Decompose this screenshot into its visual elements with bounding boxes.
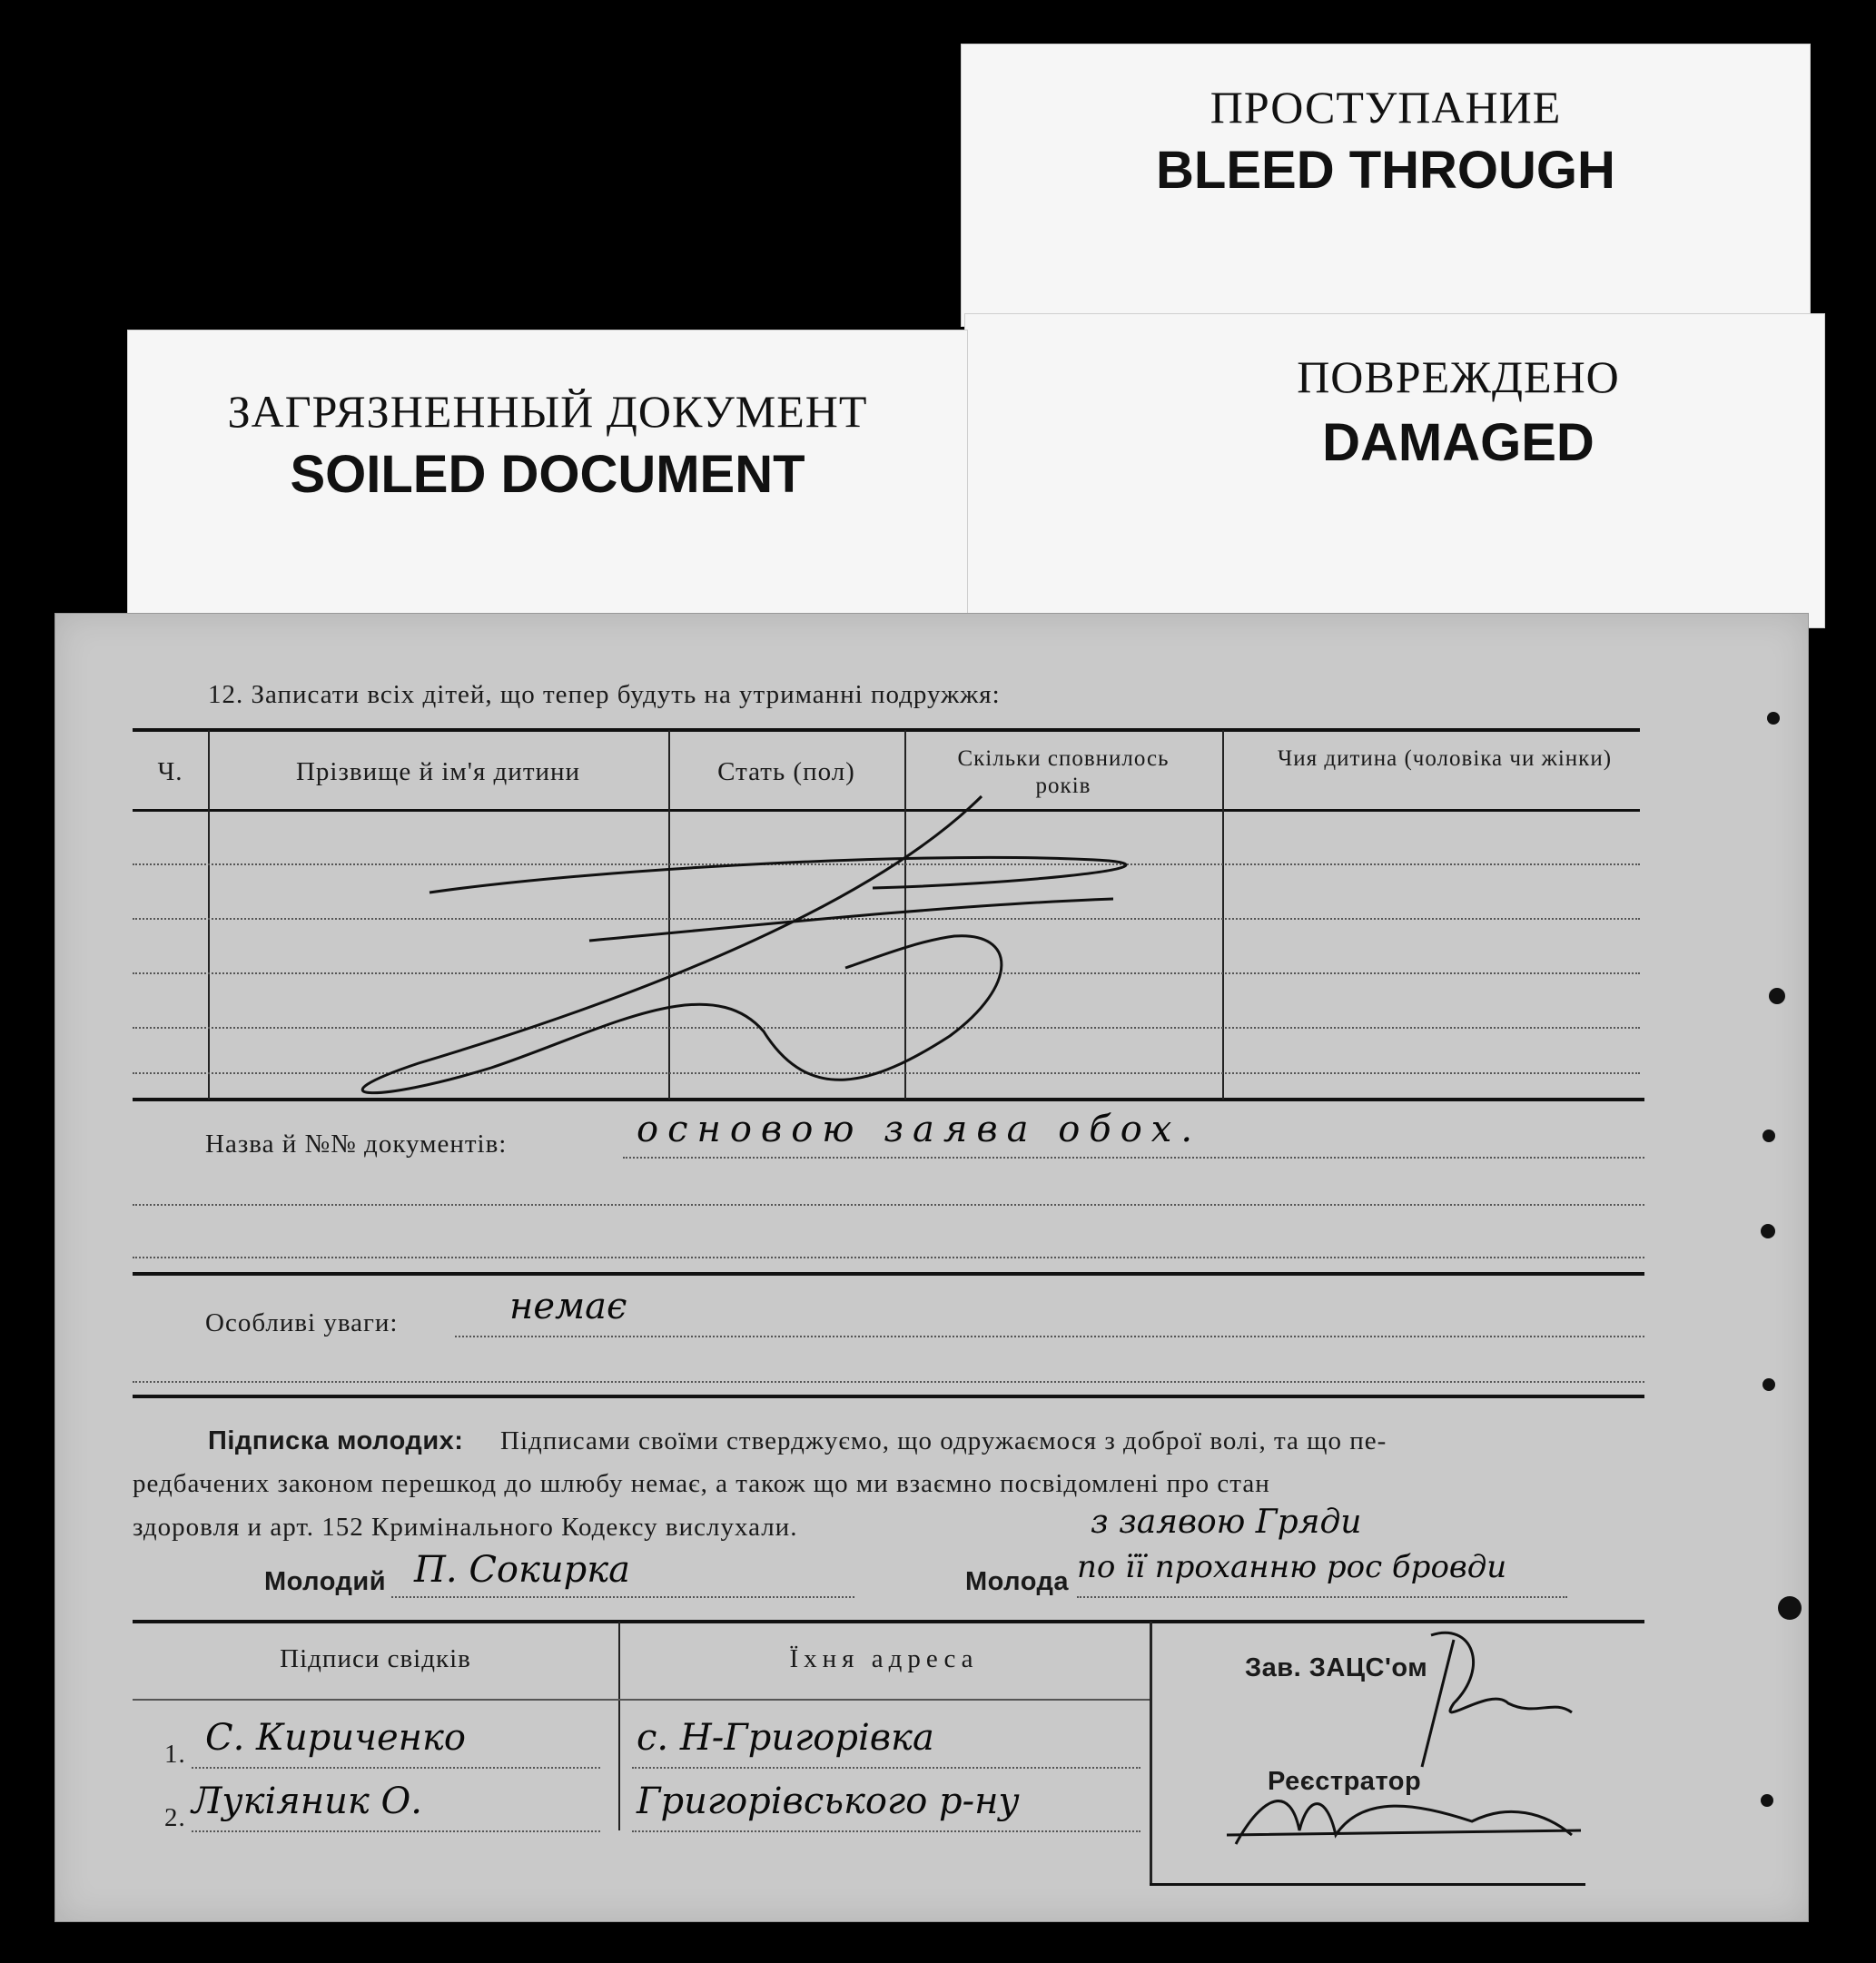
documents-handwritten: основою заява обох. — [637, 1109, 1202, 1150]
address-line-2: Григорівського р-ну — [637, 1781, 1020, 1822]
punch-hole — [1769, 988, 1785, 1004]
declaration-line-1: Підписами своїми стверджуємо, що одружаємося з доброї волі, та що пе- — [500, 1426, 1387, 1455]
address-line-1: с. Н-Григорівка — [637, 1717, 934, 1759]
bride-note-line-2: по її проханню рос бровди — [1077, 1549, 1507, 1585]
declaration-bold-label: Підписка молодих: — [208, 1426, 464, 1455]
witness-1-signature: С. Кириченко — [205, 1717, 466, 1759]
documents-label: Назва й №№ документів: — [205, 1129, 508, 1159]
soiled-ru: ЗАГРЯЗНЕННЫЙ ДОКУМЕНТ — [227, 386, 868, 437]
registration-form-sheet — [54, 613, 1809, 1922]
witness-1-number: 1. — [164, 1740, 186, 1769]
address-header: Їхня адреса — [789, 1644, 979, 1673]
punch-hole — [1778, 1596, 1802, 1620]
bleed-through-en: BLEED THROUGH — [1156, 141, 1615, 200]
declaration-line-2: редбачених законом перешкод до шлюбу немає, а також що ми взаємно посвідомлені про стан — [133, 1469, 1270, 1498]
damaged-ru: ПОВРЕЖДЕНО — [1297, 351, 1620, 402]
remarks-handwritten: немає — [509, 1286, 627, 1327]
soiled-en: SOILED DOCUMENT — [290, 445, 805, 504]
col-header-number: Ч. — [157, 757, 183, 786]
bride-label: Молода — [965, 1567, 1070, 1596]
witnesses-header: Підписи свідків — [280, 1644, 471, 1673]
punch-hole — [1767, 712, 1780, 725]
col-header-age: Скільки сповнилось років — [957, 746, 1170, 798]
punch-hole — [1762, 1129, 1775, 1142]
bleed-through-ru: ПРОСТУПАНИЕ — [1210, 82, 1562, 133]
punch-hole — [1761, 1794, 1773, 1807]
punch-hole — [1761, 1224, 1775, 1238]
col-header-child-name: Прізвище й ім'я дитини — [295, 757, 581, 786]
punch-hole — [1762, 1378, 1775, 1391]
official-signatures — [55, 614, 1808, 1921]
witness-2-signature: Лукіяник О. — [192, 1781, 422, 1822]
groom-signature: П. Сокирка — [414, 1549, 630, 1591]
remarks-label: Особливі уваги: — [205, 1308, 399, 1337]
damaged-card — [964, 313, 1825, 628]
head-of-registry-label: Зав. ЗАЦС'ом — [1245, 1653, 1428, 1682]
declaration-line-3: здоровля и арт. 152 Кримінального Кодексу вислухали. — [133, 1513, 798, 1542]
col-header-whose-child: Чия дитина (чоловіка чи жінки) — [1277, 746, 1613, 771]
col-header-sex: Стать (пол) — [717, 757, 855, 786]
soiled-document-card — [127, 330, 968, 631]
bride-note-line-1: з заявою Гряди — [1091, 1504, 1362, 1541]
section-12-heading: 12. Записати всіх дітей, що тепер будуть на утриманні подружжя: — [208, 680, 1001, 709]
registrar-label: Реєстратор — [1268, 1767, 1422, 1796]
bleed-through-card — [961, 44, 1811, 327]
groom-label: Молодий — [264, 1567, 387, 1596]
witness-2-number: 2. — [164, 1803, 186, 1832]
damaged-en: DAMAGED — [1322, 413, 1595, 472]
